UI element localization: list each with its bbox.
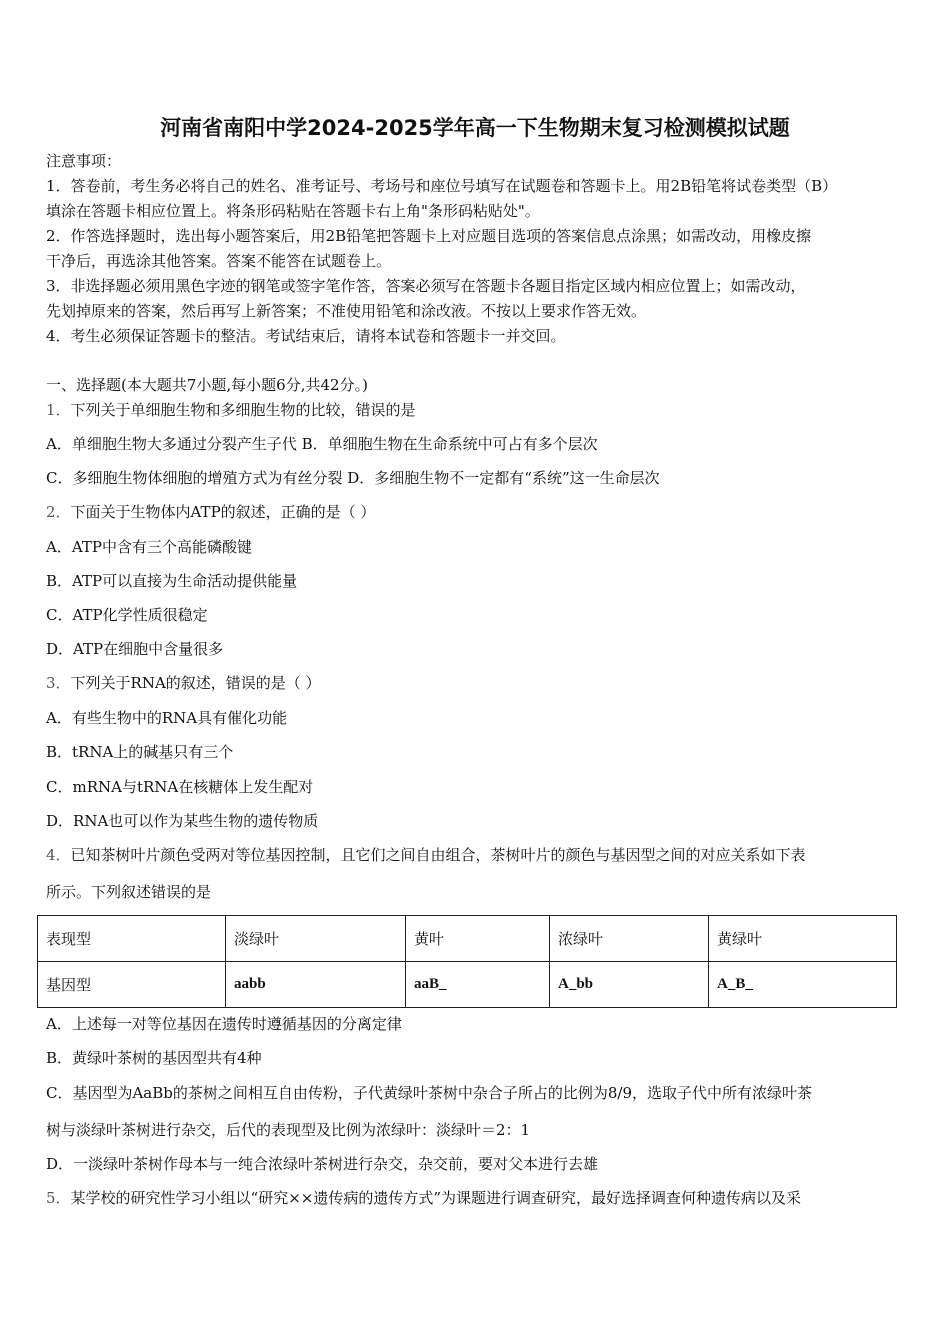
table-cell: 浓绿叶 (550, 916, 709, 962)
question-1 (46, 400, 904, 420)
question-stem: 下面关于生物体内ATP的叙述，正确的是（ ） (70, 503, 376, 521)
q2-option-d: D．ATP在细胞中含量很多 (46, 640, 224, 658)
notice-heading: 注意事项： (46, 152, 122, 170)
table-cell: A_bb (550, 962, 709, 1008)
question-4-stem-cont: 所示。下列叙述错误的是 (46, 883, 212, 901)
q1-options-cd: C．多细胞生物体细胞的增殖方式为有丝分裂 D．多细胞生物不一定都有“系统”这一生命层次 (46, 469, 660, 487)
question-5 (46, 1188, 904, 1208)
q4-option-c: C．基因型为AaBb的茶树之间相互自由传粉，子代黄绿叶茶树中杂合子所占的比例为8/9，选取子代中所有浓绿叶茶 (46, 1084, 813, 1102)
q4-option-a: A．上述每一对等位基因在遗传时遵循基因的分离定律 (46, 1015, 402, 1033)
q2-option-a: A．ATP中含有三个高能磷酸键 (46, 538, 252, 556)
notice-line: 先划掉原来的答案，然后再写上新答案；不准使用铅笔和涂改液。不按以上要求作答无效。 (46, 302, 647, 320)
section-heading: 一、选择题(本大题共7小题,每小题6分,共42分。) (46, 376, 368, 394)
page-title: 河南省南阳中学2024-2025学年高一下生物期末复习检测模拟试题 (160, 116, 790, 140)
question-number: 5． (46, 1189, 71, 1207)
q4-option-d: D．一淡绿叶茶树作母本与一纯合浓绿叶茶树进行杂交，杂交前，要对父本进行去雄 (46, 1155, 599, 1173)
question-stem: 下列关于RNA的叙述，错误的是（ ） (70, 674, 321, 692)
table-cell: 表现型 (38, 916, 226, 962)
table-cell: aabb (226, 962, 406, 1008)
table-row (38, 962, 897, 1008)
table-cell: 黄绿叶 (709, 916, 897, 962)
question-stem: 某学校的研究性学习小组以“研究××遗传病的遗传方式”为课题进行调查研究，最好选择调查何种遗传病以及采 (70, 1189, 802, 1207)
question-stem: 下列关于单细胞生物和多细胞生物的比较，错误的是 (70, 401, 416, 419)
q3-option-d: D．RNA也可以作为某些生物的遗传物质 (46, 812, 319, 830)
q1-options-ab: A．单细胞生物大多通过分裂产生子代 B．单细胞生物在生命系统中可占有多个层次 (46, 435, 598, 453)
notice-line: 干净后，再选涂其他答案。答案不能答在试题卷上。 (46, 252, 392, 270)
table-cell: 基因型 (38, 962, 226, 1008)
table-row (38, 916, 897, 962)
q4-option-b: B．黄绿叶茶树的基因型共有4种 (46, 1049, 262, 1067)
question-number: 4． (46, 846, 71, 864)
notice-line: 2．作答选择题时，选出每小题答案后，用2B铅笔把答题卡上对应题目选项的答案信息点涂黑；如需改动，用橡皮擦 (46, 227, 812, 245)
notice-line: 4．考生必须保证答题卡的整洁。考试结束后，请将本试卷和答题卡一并交回。 (46, 327, 566, 345)
q3-option-b: B．tRNA上的碱基只有三个 (46, 743, 234, 761)
question-2 (46, 502, 904, 522)
question-stem: 已知茶树叶片颜色受两对等位基因控制，且它们之间自由组合，茶树叶片的颜色与基因型之间的对应关系如下表 (70, 846, 806, 864)
table-cell: aaB_ (406, 962, 550, 1008)
notice-line: 1．答卷前，考生务必将自己的姓名、准考证号、考场号和座位号填写在试题卷和答题卡上。用2B铅笔将试卷类型（B） (46, 177, 838, 195)
table-cell: A_B_ (709, 962, 897, 1008)
q2-option-b: B．ATP可以直接为生命活动提供能量 (46, 572, 298, 590)
question-number: 2． (46, 503, 71, 521)
question-4 (46, 845, 904, 865)
notice-line: 3．非选择题必须用黑色字迹的钢笔或签字笔作答，答案必须写在答题卡各题目指定区域内相应位置上；如需改动， (46, 277, 806, 295)
table-cell: 淡绿叶 (226, 916, 406, 962)
q3-option-a: A．有些生物中的RNA具有催化功能 (46, 709, 288, 727)
question-number: 3． (46, 674, 71, 692)
genotype-table (37, 915, 897, 1008)
table-cell: 黄叶 (406, 916, 550, 962)
question-3 (46, 673, 904, 693)
q2-option-c: C．ATP化学性质很稳定 (46, 606, 208, 624)
q4-option-c-cont: 树与淡绿叶茶树进行杂交，后代的表现型及比例为浓绿叶：淡绿叶＝2：1 (46, 1121, 531, 1139)
question-number: 1． (46, 401, 71, 419)
notice-line: 填涂在答题卡相应位置上。将条形码粘贴在答题卡右上角"条形码粘贴处"。 (46, 202, 540, 220)
q3-option-c: C．mRNA与tRNA在核糖体上发生配对 (46, 778, 314, 796)
